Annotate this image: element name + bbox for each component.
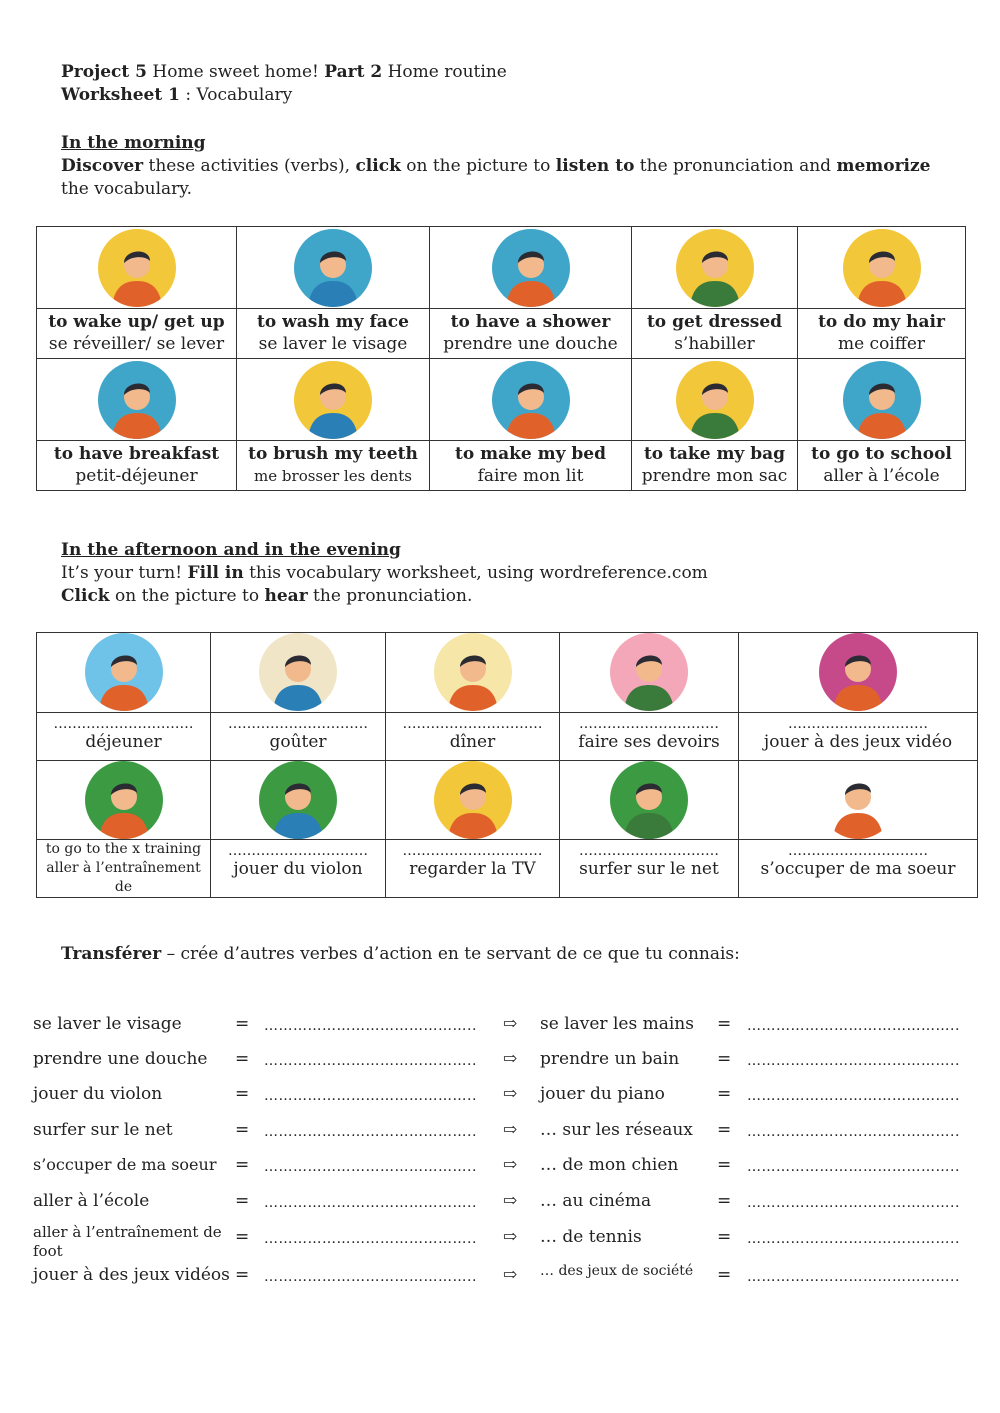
target-verb: … des jeux de société — [540, 1263, 694, 1279]
arrow-icon: ⇨ — [503, 1191, 518, 1211]
equals-sign: = — [717, 1014, 732, 1034]
answer-blank[interactable]: ………………………… — [402, 716, 543, 732]
french-verb: s’habiller — [674, 334, 755, 354]
english-verb: to brush my teeth — [248, 444, 418, 464]
equals-sign: = — [235, 1191, 250, 1211]
answer-blank[interactable]: ………………………… — [788, 716, 928, 732]
transfer-row — [33, 1191, 973, 1215]
english-verb: to take my bag — [643, 444, 786, 464]
picture-cell — [237, 227, 430, 309]
vocab-cell — [211, 840, 386, 898]
answer-blank[interactable]: …………………………………….. — [264, 1124, 477, 1140]
arrow-icon: ⇨ — [503, 1049, 518, 1069]
morning-instructions: Discover these activities (verbs), click on the picture to listen to the pronunciation and memorize — [61, 156, 931, 176]
violin-icon[interactable] — [259, 761, 337, 839]
project-title: Project 5 Home sweet home! Part 2 Home routine — [61, 62, 507, 82]
equals-sign: = — [717, 1265, 732, 1285]
arrow-icon: ⇨ — [503, 1084, 518, 1104]
vocab-cell — [560, 840, 739, 898]
transfer-row — [33, 1155, 973, 1179]
answer-blank[interactable]: ………………………… — [228, 716, 368, 732]
picture-cell — [430, 359, 632, 441]
equals-sign: = — [235, 1084, 250, 1104]
english-verb: to go to the x training — [45, 841, 202, 857]
picture-cell — [430, 227, 632, 309]
picture-cell — [211, 633, 386, 713]
school-icon[interactable] — [843, 361, 921, 439]
answer-blank[interactable]: …………………………………….. — [747, 1159, 960, 1175]
source-verb: s’occuper de ma soeur — [33, 1155, 217, 1174]
french-verb: se laver le visage — [258, 334, 408, 354]
answer-blank[interactable]: ………………………… — [53, 716, 194, 732]
picture-cell — [386, 633, 560, 713]
vocab-cell — [37, 309, 237, 359]
french-verb: dîner — [449, 732, 496, 752]
source-verb: aller à l’entraînement de foot — [33, 1223, 222, 1260]
english-verb: to have a shower — [450, 312, 611, 332]
picture-cell — [386, 761, 560, 840]
french-verb: prendre mon sac — [641, 466, 788, 486]
answer-blank[interactable]: …………………………………….. — [747, 1088, 960, 1104]
french-verb: petit-déjeuner — [75, 466, 198, 486]
french-verb: aller à l’école — [823, 466, 940, 486]
target-verb: jouer du piano — [540, 1084, 665, 1104]
answer-blank[interactable]: …………………………………….. — [747, 1195, 960, 1211]
hair-icon[interactable] — [843, 229, 921, 307]
picture-cell — [37, 633, 211, 713]
video-games-icon[interactable] — [819, 633, 897, 711]
vocab-cell — [632, 441, 798, 491]
picture-cell — [798, 359, 966, 441]
answer-blank[interactable]: …………………………………….. — [747, 1124, 960, 1140]
french-verb: jouer à des jeux vidéo — [763, 732, 953, 752]
tv-icon[interactable] — [434, 761, 512, 839]
target-verb: … de mon chien — [540, 1155, 679, 1175]
equals-sign: = — [717, 1155, 732, 1175]
vocab-cell — [739, 840, 978, 898]
source-verb: prendre une douche — [33, 1049, 208, 1069]
english-verb: to make my bed — [455, 444, 606, 464]
section-title-afternoon: In the afternoon and in the evening — [61, 540, 401, 560]
cookies-icon[interactable] — [259, 633, 337, 711]
equals-sign: = — [235, 1227, 250, 1247]
vocab-cell — [237, 309, 430, 359]
equals-sign: = — [717, 1120, 732, 1140]
arrow-icon: ⇨ — [503, 1227, 518, 1247]
answer-blank[interactable]: …………………………………….. — [747, 1018, 960, 1034]
section-title-morning: In the morning — [61, 133, 206, 153]
answer-blank[interactable]: ………………………… — [402, 843, 543, 859]
picture-cell — [739, 761, 978, 840]
vocab-cell — [430, 441, 632, 491]
source-verb: jouer du violon — [33, 1084, 163, 1104]
vocab-cell — [37, 441, 237, 491]
equals-sign: = — [235, 1120, 250, 1140]
brush-teeth-icon[interactable] — [294, 361, 372, 439]
english-verb: to have breakfast — [53, 444, 220, 464]
answer-blank[interactable]: …………………………………….. — [747, 1053, 960, 1069]
arrow-icon: ⇨ — [503, 1155, 518, 1175]
answer-blank[interactable]: ………………………… — [579, 716, 719, 732]
english-verb: to wake up/ get up — [48, 312, 225, 332]
picture-cell — [237, 359, 430, 441]
homework-icon[interactable] — [610, 633, 688, 711]
make-bed-icon[interactable] — [492, 361, 570, 439]
answer-blank[interactable]: …………………………………….. — [264, 1231, 477, 1247]
transfer-row — [33, 1014, 973, 1038]
vocab-cell — [739, 713, 978, 761]
vocab-cell — [798, 309, 966, 359]
picture-cell — [739, 633, 978, 713]
answer-blank[interactable]: …………………………………….. — [264, 1159, 477, 1175]
french-verb: goûter — [269, 732, 327, 752]
target-verb: prendre un bain — [540, 1049, 680, 1069]
source-verb: se laver le visage — [33, 1014, 182, 1034]
english-verb: to get dressed — [646, 312, 783, 332]
equals-sign: = — [717, 1049, 732, 1069]
transfer-row — [33, 1120, 973, 1144]
french-verb: regarder la TV — [409, 859, 536, 879]
french-verb: faire mon lit — [477, 466, 584, 486]
vocab-cell — [237, 441, 430, 491]
english-verb: to do my hair — [818, 312, 945, 332]
french-verb: se réveiller/ se lever — [48, 334, 225, 354]
equals-sign: = — [235, 1014, 250, 1034]
afternoon-instructions-cont: Click on the picture to hear the pronunciation. — [61, 586, 473, 606]
picture-cell — [211, 761, 386, 840]
french-verb: jouer du violon — [233, 859, 363, 879]
vocab-cell — [211, 713, 386, 761]
french-verb: surfer sur le net — [579, 859, 719, 879]
arrow-icon: ⇨ — [503, 1265, 518, 1285]
vocab-cell — [798, 441, 966, 491]
target-verb: … de tennis — [540, 1227, 642, 1247]
shower-icon[interactable] — [492, 229, 570, 307]
breakfast-icon[interactable] — [98, 361, 176, 439]
target-verb: … au cinéma — [540, 1191, 652, 1211]
answer-blank[interactable]: …………………………………….. — [264, 1053, 477, 1069]
english-verb: to wash my face — [257, 312, 409, 332]
transfer-row — [33, 1265, 973, 1289]
answer-blank[interactable]: …………………………………….. — [264, 1269, 477, 1285]
french-verb: me coiffer — [837, 334, 926, 354]
get-dressed-icon[interactable] — [676, 229, 754, 307]
wake-up-icon[interactable] — [98, 229, 176, 307]
source-verb: jouer à des jeux vidéos — [33, 1265, 230, 1285]
equals-sign: = — [235, 1049, 250, 1069]
french-verb: faire ses devoirs — [578, 732, 720, 752]
picture-cell — [798, 227, 966, 309]
arrow-icon: ⇨ — [503, 1014, 518, 1034]
answer-blank[interactable]: …………………………………….. — [264, 1018, 477, 1034]
answer-blank[interactable]: …………………………………….. — [264, 1195, 477, 1211]
picture-cell — [560, 761, 739, 840]
picture-cell — [37, 761, 211, 840]
answer-blank[interactable]: ………………………… — [788, 843, 928, 859]
target-verb: se laver les mains — [540, 1014, 694, 1034]
answer-blank[interactable]: ………………………… — [228, 843, 368, 859]
equals-sign: = — [235, 1155, 250, 1175]
arrow-icon: ⇨ — [503, 1120, 518, 1140]
transfer-row — [33, 1223, 973, 1260]
french-verb: me brosser les dents — [254, 467, 412, 485]
french-verb: prendre une douche — [443, 334, 618, 354]
picture-cell — [37, 359, 237, 441]
bag-icon[interactable] — [676, 361, 754, 439]
computer-icon[interactable] — [610, 761, 688, 839]
picture-cell — [560, 633, 739, 713]
target-verb: … sur les réseaux — [540, 1120, 693, 1140]
vocab-cell — [37, 840, 211, 898]
vocab-cell — [430, 309, 632, 359]
source-verb: aller à l’école — [33, 1191, 150, 1211]
transfer-title: Transférer – crée d’autres verbes d’action en te servant de ce que tu connais: — [61, 944, 740, 964]
transfer-row — [33, 1049, 973, 1073]
english-verb: to go to school — [811, 444, 952, 464]
family-icon[interactable] — [819, 761, 897, 839]
equals-sign: = — [235, 1265, 250, 1285]
worksheet-title: Worksheet 1 : Vocabulary — [61, 85, 293, 105]
equals-sign: = — [717, 1191, 732, 1211]
french-verb: s’occuper de ma soeur — [760, 859, 956, 879]
answer-blank[interactable]: …………………………………….. — [747, 1269, 960, 1285]
picture-cell — [632, 227, 798, 309]
transfer-row — [33, 1084, 973, 1108]
morning-instructions-cont: the vocabulary. — [61, 179, 193, 199]
answer-blank[interactable]: …………………………………….. — [264, 1088, 477, 1104]
wash-face-icon[interactable] — [294, 229, 372, 307]
morning-vocab-table — [36, 226, 966, 491]
lunch-icon[interactable] — [85, 633, 163, 711]
vocab-cell — [37, 713, 211, 761]
answer-blank[interactable]: ………………………… — [579, 843, 719, 859]
source-verb: surfer sur le net — [33, 1120, 173, 1140]
vocab-cell — [386, 840, 560, 898]
vocab-cell — [560, 713, 739, 761]
dinner-icon[interactable] — [434, 633, 512, 711]
picture-cell — [632, 359, 798, 441]
afternoon-instructions: It’s your turn! Fill in this vocabulary worksheet, using wordreference.com — [61, 563, 708, 583]
equals-sign: = — [717, 1084, 732, 1104]
equals-sign: = — [717, 1227, 732, 1247]
answer-blank[interactable]: …………………………………….. — [747, 1231, 960, 1247]
vocab-cell — [386, 713, 560, 761]
vocab-cell — [632, 309, 798, 359]
afternoon-vocab-table — [36, 632, 978, 898]
french-verb: déjeuner — [85, 732, 162, 752]
picture-cell — [37, 227, 237, 309]
football-icon[interactable] — [85, 761, 163, 839]
french-verb: aller à l’entraînement de — [46, 860, 201, 895]
